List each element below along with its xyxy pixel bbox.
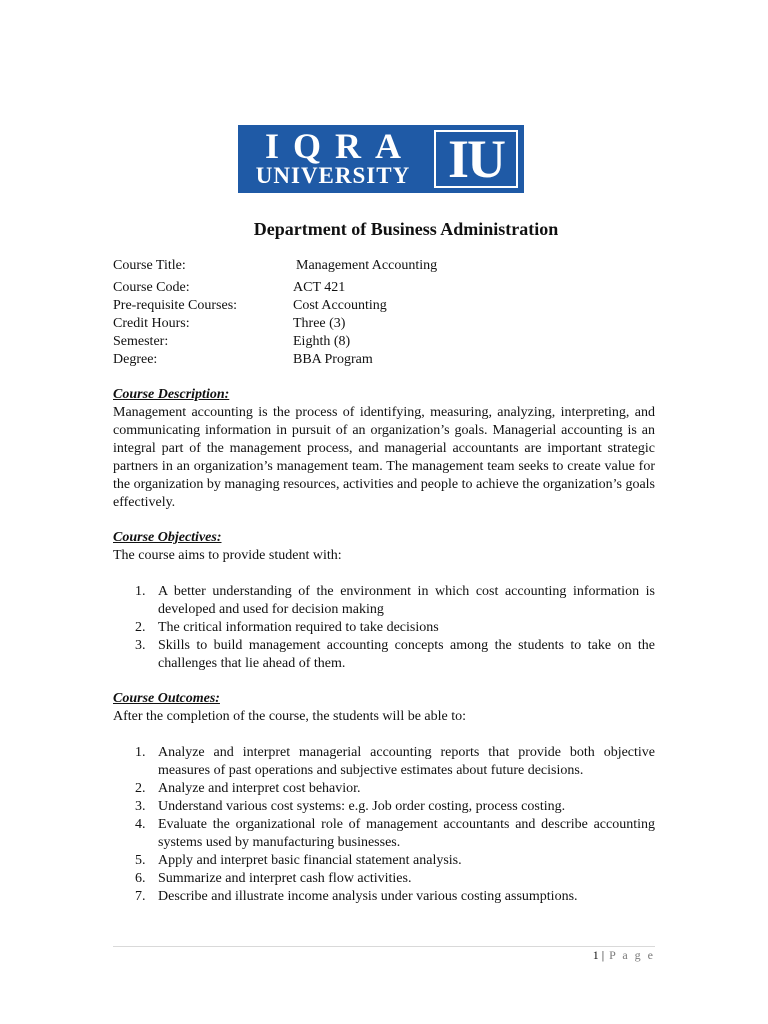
info-value: Eighth (8): [293, 334, 351, 349]
objectives-intro: The course aims to provide student with:: [113, 548, 342, 563]
outcomes-intro: After the completion of the course, the students will be able to:: [113, 709, 467, 724]
info-value: ACT 421: [293, 280, 346, 295]
section-heading: Course Description:: [113, 387, 230, 402]
info-value: Cost Accounting: [293, 298, 387, 313]
list-item: 1. A better understanding of the environment in which cost accounting information is developed and used for decision making: [135, 584, 655, 617]
section-heading: Course Objectives:: [113, 530, 222, 545]
outcomes-list: [113, 744, 655, 906]
list-item: 2. The critical information required to take decisions: [135, 620, 439, 635]
list-item: 4. Evaluate the organizational role of management accountants and describe accounting systems used by manufacturing businesses.: [135, 817, 655, 850]
outcomes-section: [113, 690, 655, 906]
list-item: 1. Analyze and interpret managerial accounting reports that provide both objective measures of past operations and subjective estimates about future decisions.: [135, 745, 655, 778]
university-logo: [238, 125, 524, 193]
page-separator: |: [601, 948, 605, 962]
footer-divider: [113, 946, 655, 947]
info-value: BBA Program: [293, 352, 373, 367]
page-footer: [593, 947, 655, 963]
list-item: 2. Analyze and interpret cost behavior.: [135, 781, 361, 796]
logo-mark: IU: [434, 130, 518, 188]
logo-line-2: UNIVERSITY: [255, 163, 411, 188]
list-item: 7. Describe and illustrate income analysis under various costing assumptions.: [135, 889, 578, 904]
list-item: 3. Understand various cost systems: e.g. Job order costing, process costing.: [135, 799, 566, 814]
info-value: Management Accounting: [296, 258, 438, 273]
list-item: 5. Apply and interpret basic financial statement analysis.: [135, 853, 462, 868]
info-label: Course Title:: [113, 258, 186, 273]
info-label: Semester:: [113, 334, 169, 349]
objectives-list: [113, 583, 655, 673]
section-heading: Course Outcomes:: [113, 691, 220, 706]
info-label: Degree:: [113, 352, 158, 367]
department-title: Department of Business Administration: [253, 219, 559, 239]
info-label: Course Code:: [113, 280, 190, 295]
logo-line-1: IQRA: [264, 126, 415, 166]
list-item: 3. Skills to build management accounting concepts among the students to take on the challenges that lie ahead of them.: [135, 638, 655, 671]
page-number: 1: [592, 948, 599, 962]
description-text: Management accounting is the process of identifying, measuring, analyzing, interpreting, and communicating information in pursuit of an organization’s goals. Managerial accounting is an integral part of the management process, and managerial accountants are important strategic partners in an organization’s management team. The management team seeks to create value for the organization by managing resources, activities and people to achieve the organization’s goals effectively.: [113, 405, 655, 510]
info-label: Pre-requisite Courses:: [113, 298, 238, 313]
list-item: 6. Summarize and interpret cash flow activities.: [135, 871, 412, 886]
info-label: Credit Hours:: [113, 316, 190, 331]
page-label: P a g e: [609, 948, 655, 962]
description-section: [113, 386, 655, 512]
info-value: Three (3): [293, 316, 346, 331]
logo-wordmark: [238, 125, 428, 193]
objectives-section: [113, 529, 655, 673]
